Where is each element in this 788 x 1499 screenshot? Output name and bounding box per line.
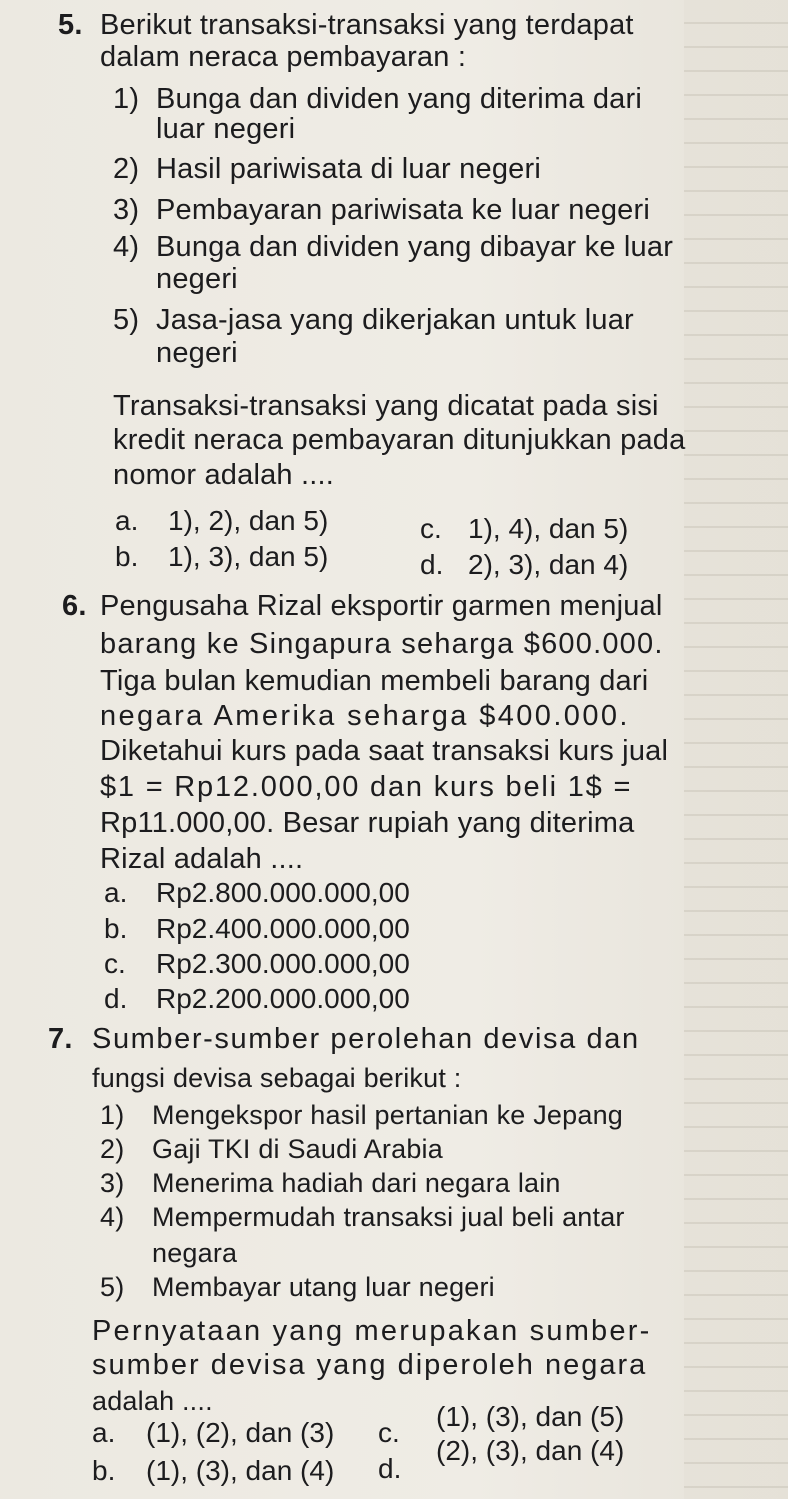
option-text: Rp2.300.000.000,00: [156, 948, 410, 979]
option-letter: b.: [104, 913, 128, 944]
question-prompt-line: sumber devisa yang diperoleh negara: [92, 1349, 648, 1381]
item-number: 5): [113, 304, 140, 336]
item-text: Hasil pariwisata di luar negeri: [156, 153, 541, 185]
option-text: 1), 3), dan 5): [168, 541, 329, 572]
question-line: Diketahui kurs pada saat transaksi kurs jual: [100, 735, 669, 767]
option-letter: c.: [420, 513, 442, 544]
item-text: luar negeri: [156, 113, 296, 145]
option-text: 1), 4), dan 5): [468, 513, 629, 544]
question-line: $1 = Rp12.000,00 dan kurs beli 1$ =: [100, 771, 633, 803]
option-text: Rp2.200.000.000,00: [156, 983, 410, 1014]
option-letter: d.: [104, 983, 128, 1014]
question-line: Pengusaha Rizal eksportir garmen menjual: [100, 590, 663, 622]
item-number: 5): [100, 1272, 125, 1302]
question-line: Rizal adalah ....: [100, 843, 304, 875]
option-letter: b.: [92, 1455, 116, 1486]
item-number: 2): [113, 153, 140, 185]
option-text: 2), 3), dan 4): [468, 549, 629, 580]
option-letter: c.: [104, 948, 126, 979]
option-letter: a.: [104, 877, 128, 908]
item-text: negara: [152, 1238, 238, 1268]
question-stem-line: dalam neraca pembayaran :: [100, 41, 467, 73]
item-number: 4): [100, 1202, 125, 1232]
option-text: Rp2.800.000.000,00: [156, 877, 410, 908]
question-prompt-line: nomor adalah ....: [113, 459, 335, 491]
item-text: negeri: [156, 337, 238, 369]
item-text: Membayar utang luar negeri: [152, 1272, 495, 1302]
option-text: (1), (3), dan (5): [436, 1401, 625, 1432]
question-number: 7.: [48, 1023, 73, 1055]
item-text: Bunga dan dividen yang diterima dari: [156, 83, 643, 115]
option-letter: a.: [115, 505, 139, 536]
question-prompt-line: adalah ....: [92, 1386, 213, 1416]
item-text: negeri: [156, 263, 238, 295]
question-line: Rp11.000,00. Besar rupiah yang diterima: [100, 807, 635, 839]
item-text: Mengekspor hasil pertanian ke Jepang: [152, 1100, 623, 1130]
question-stem-line: fungsi devisa sebagai berikut :: [92, 1063, 462, 1093]
item-number: 3): [113, 194, 140, 226]
question-number: 5.: [58, 9, 83, 41]
option-letter: a.: [92, 1417, 116, 1448]
question-line: Tiga bulan kemudian membeli barang dari: [100, 665, 649, 697]
item-number: 3): [100, 1168, 125, 1198]
option-letter: d.: [420, 549, 444, 580]
option-text: (1), (2), dan (3): [146, 1417, 335, 1448]
item-text: Gaji TKI di Saudi Arabia: [152, 1134, 443, 1164]
option-text: Rp2.400.000.000,00: [156, 913, 410, 944]
item-text: Jasa-jasa yang dikerjakan untuk luar: [156, 304, 634, 336]
item-number: 1): [113, 83, 140, 115]
item-text: Bunga dan dividen yang dibayar ke luar: [156, 231, 674, 263]
item-number: 1): [100, 1100, 125, 1130]
item-number: 4): [113, 231, 140, 263]
option-letter: b.: [115, 541, 139, 572]
item-number: 2): [100, 1134, 125, 1164]
question-stem-line: Berikut transaksi-transaksi yang terdapat: [100, 9, 634, 41]
item-text: Menerima hadiah dari negara lain: [152, 1168, 561, 1198]
question-prompt-line: Transaksi-transaksi yang dicatat pada sisi: [113, 390, 659, 422]
question-number: 6.: [62, 590, 87, 622]
option-letter: d.: [378, 1453, 402, 1484]
question-stem-line: Sumber-sumber perolehan devisa dan: [92, 1023, 640, 1055]
option-text: (2), (3), dan (4): [436, 1435, 625, 1466]
question-line: negara Amerika seharga $400.000.: [100, 700, 630, 732]
option-letter: c.: [378, 1417, 400, 1448]
question-prompt-line: Pernyataan yang merupakan sumber-: [92, 1315, 652, 1347]
question-prompt-line: kredit neraca pembayaran ditunjukkan pada: [113, 424, 686, 456]
question-line: barang ke Singapura seharga $600.000.: [100, 628, 664, 660]
item-text: Mempermudah transaksi jual beli antar: [152, 1202, 625, 1232]
item-text: Pembayaran pariwisata ke luar negeri: [156, 194, 651, 226]
option-text: (1), (3), dan (4): [146, 1455, 335, 1486]
option-text: 1), 2), dan 5): [168, 505, 329, 536]
